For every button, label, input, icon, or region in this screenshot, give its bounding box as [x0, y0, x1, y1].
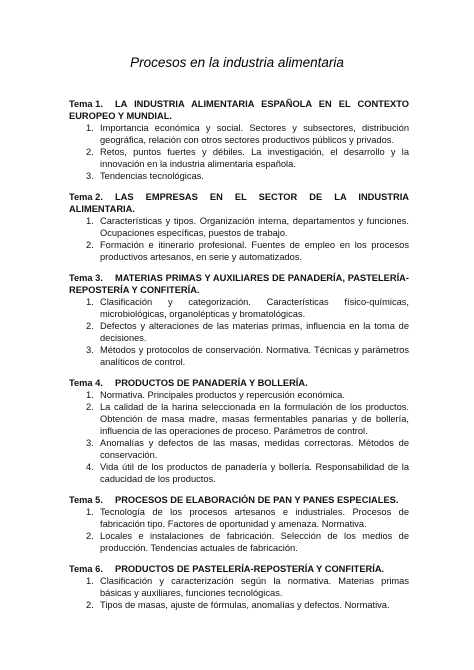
item-text: Locales e instalaciones de fabricación. Selección de los medios de producción. Tendencias actuales de fabricación.	[100, 531, 409, 553]
tema-heading	[69, 191, 409, 215]
list-item	[86, 575, 409, 599]
tema-heading	[69, 563, 409, 575]
document-title: Procesos en la industria alimentaria	[130, 55, 344, 70]
item-text: Formación e itinerario profesional. Fuentes de empleo en los procesos productivos artesanos, en serie y automatizados.	[100, 240, 409, 262]
tema-number: Tema 2.	[69, 192, 103, 202]
item-number: 2.	[86, 402, 94, 412]
item-number: 1.	[86, 216, 94, 226]
list-item	[86, 239, 409, 263]
item-number: 4.	[86, 462, 94, 472]
item-text: Clasificación y caracterización según la normativa. Materias primas básicas y auxiliares, funciones tecnológicas.	[100, 576, 409, 598]
item-text: Retos, puntos fuertes y débiles. La investigación, el desarrollo y la innovación en la industria alimentaria española.	[100, 147, 409, 169]
item-number: 2.	[86, 321, 94, 331]
tema-number: Tema 5.	[69, 495, 103, 505]
tema-items	[69, 296, 409, 368]
tema-heading	[69, 98, 409, 122]
tema-3	[69, 272, 409, 368]
item-number: 1.	[86, 297, 94, 307]
tema-items	[69, 215, 409, 263]
list-item	[86, 506, 409, 530]
tema-5	[69, 494, 409, 554]
item-text: Clasificación y categorización. Características físico-químicas, microbiológicas, organolépticas y bromatológicas.	[100, 297, 409, 319]
list-item	[86, 296, 409, 320]
tema-items	[69, 506, 409, 554]
list-item	[86, 122, 409, 146]
tema-items	[69, 575, 409, 611]
list-item	[86, 146, 409, 170]
tema-number: Tema 4.	[69, 378, 103, 388]
tema-2	[69, 191, 409, 263]
list-item	[86, 215, 409, 239]
tema-heading	[69, 272, 409, 296]
list-item	[86, 437, 409, 461]
list-item	[86, 461, 409, 485]
item-number: 3.	[86, 345, 94, 355]
list-item	[86, 599, 409, 611]
tema-title: LA INDUSTRIA ALIMENTARIA ESPAÑOLA EN EL CONTEXTO EUROPEO Y MUNDIAL.	[69, 99, 409, 121]
list-item	[86, 530, 409, 554]
item-text: Tendencias tecnológicas.	[100, 171, 204, 181]
tema-title: MATERIAS PRIMAS Y AUXILIARES DE PANADERÍA, PASTELERÍA-REPOSTERÍA Y CONFITERÍA.	[69, 273, 409, 295]
tema-items	[69, 122, 409, 182]
tema-heading	[69, 494, 409, 506]
item-text: Tipos de masas, ajuste de fórmulas, anomalías y defectos. Normativa.	[100, 600, 390, 610]
tema-title: PRODUCTOS DE PASTELERÍA-REPOSTERÍA Y CONFITERÍA.	[115, 564, 385, 574]
item-text: Anomalías y defectos de las masas, medidas correctoras. Métodos de conservación.	[100, 438, 409, 460]
item-number: 2.	[86, 531, 94, 541]
document-content	[69, 98, 409, 620]
item-text: Características y tipos. Organización interna, departamentos y funciones. Ocupaciones específicas, puestos de trabajo.	[100, 216, 409, 238]
tema-title: PRODUCTOS DE PANADERÍA Y BOLLERÍA.	[115, 378, 308, 388]
list-item	[86, 389, 409, 401]
item-number: 3.	[86, 171, 94, 181]
item-text: Defectos y alteraciones de las materias primas, influencia en la toma de decisiones.	[100, 321, 409, 343]
item-number: 2.	[86, 600, 94, 610]
list-item	[86, 170, 409, 182]
tema-1	[69, 98, 409, 182]
tema-title: PROCESOS DE ELABORACIÓN DE PAN Y PANES ESPECIALES.	[115, 495, 399, 505]
tema-number: Tema 1.	[69, 99, 103, 109]
tema-6	[69, 563, 409, 611]
tema-4	[69, 377, 409, 485]
item-text: Métodos y protocolos de conservación. Normativa. Técnicas y parámetros analíticos de control.	[100, 345, 409, 367]
item-number: 1.	[86, 576, 94, 586]
tema-number: Tema 6.	[69, 564, 103, 574]
list-item	[86, 320, 409, 344]
item-number: 2.	[86, 147, 94, 157]
item-number: 3.	[86, 438, 94, 448]
list-item	[86, 401, 409, 437]
item-number: 2.	[86, 240, 94, 250]
tema-number: Tema 3.	[69, 273, 103, 283]
tema-title: LAS EMPRESAS EN EL SECTOR DE LA INDUSTRIA ALIMENTARIA.	[69, 192, 409, 214]
tema-items	[69, 389, 409, 485]
item-text: Normativa. Principales productos y repercusión económica.	[100, 390, 345, 400]
item-text: La calidad de la harina seleccionada en la formulación de los productos. Obtención de masa madre, masas fermentables panarias y de bollería, influencia de las operaciones de proceso. Parámetros de control.	[100, 402, 409, 436]
item-text: Vida útil de los productos de panadería y bollería. Responsabilidad de la caducidad de los productos.	[100, 462, 409, 484]
tema-heading	[69, 377, 409, 389]
item-text: Importancia económica y social. Sectores y subsectores, distribución geográfica, relación con otros sectores productivos públicos y privados.	[100, 123, 409, 145]
item-text: Tecnología de los procesos artesanos e industriales. Procesos de fabricación tipo. Factores de oportunidad y amenaza. Normativa.	[100, 507, 409, 529]
item-number: 1.	[86, 123, 94, 133]
list-item	[86, 344, 409, 368]
item-number: 1.	[86, 390, 94, 400]
item-number: 1.	[86, 507, 94, 517]
